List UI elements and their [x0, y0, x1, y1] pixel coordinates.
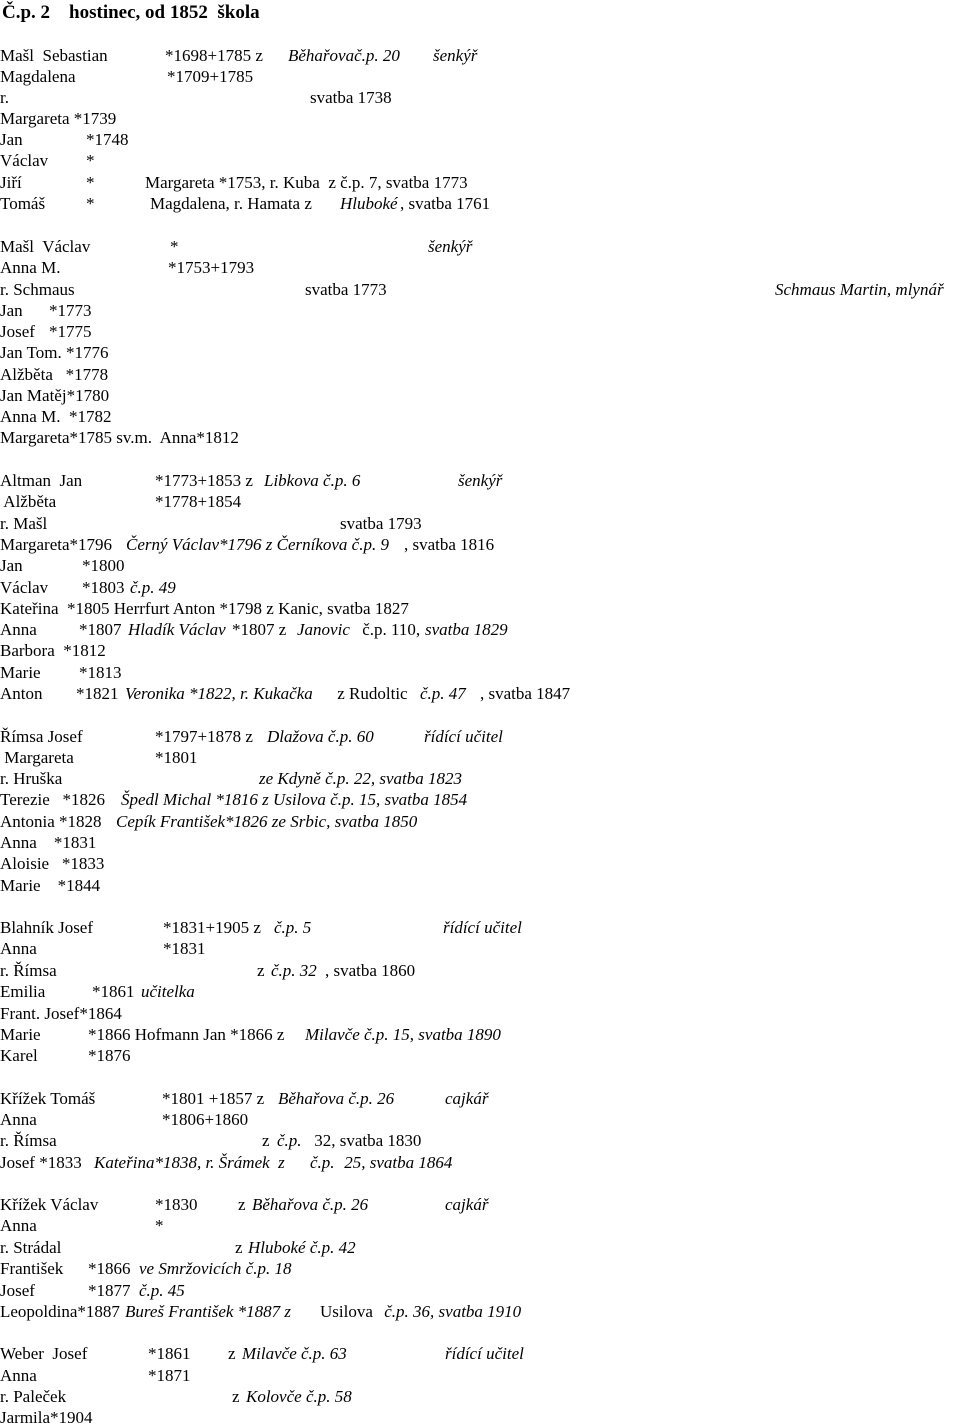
record-text: Hladík Václav	[128, 620, 226, 639]
record-text: Anna M.	[0, 258, 61, 277]
record-text: Anna	[0, 1216, 37, 1235]
record-text: Josef *1833	[0, 1153, 86, 1172]
record-text: Anna	[0, 939, 37, 958]
record-text: č.p. 36, svatba 1910	[380, 1302, 522, 1321]
record-text: Alžběta *1778	[0, 365, 109, 384]
record-text: Magdalena, r. Hamata z	[150, 194, 317, 213]
record-text: *1775	[49, 322, 92, 341]
record-text: Jan	[0, 130, 23, 149]
record-text: r. Hruška	[0, 769, 63, 788]
record-text: Terezie *1826	[0, 790, 110, 809]
record-line	[0, 726, 960, 747]
record-text: Václav	[0, 151, 49, 170]
record-text: *1698+1785 z	[165, 46, 268, 65]
record-line	[0, 1003, 960, 1024]
record-line	[0, 747, 960, 768]
record-text: č.p. 32	[271, 961, 317, 980]
record-line	[0, 150, 960, 171]
record-line	[0, 364, 960, 385]
record-text: Josef	[0, 1281, 35, 1300]
record-text: č.p. 47	[420, 684, 466, 703]
record-text: Altman Jan	[0, 471, 83, 490]
record-text: Běhařovač.p. 20	[288, 46, 400, 65]
record-text: Běhařova č.p. 26	[278, 1089, 395, 1108]
record-text: Bureš František *1887 z	[125, 1302, 296, 1321]
record-text: svatba 1793	[340, 514, 422, 533]
record-text: *1861	[148, 1344, 191, 1363]
record-line	[0, 811, 960, 832]
record-text: Hluboké	[340, 194, 398, 213]
record-text: Libkova č.p. 6	[264, 471, 361, 490]
record-text: Křížek Václav	[0, 1195, 99, 1214]
record-line	[0, 1365, 960, 1386]
record-text: Anna	[0, 1366, 37, 1385]
record-text: *1821	[76, 684, 123, 703]
record-text: šenkýř	[458, 471, 503, 490]
record-text: č.p. 5	[274, 918, 312, 937]
record-line	[0, 491, 960, 512]
record-text: Usilova	[320, 1302, 373, 1321]
record-line	[0, 300, 960, 321]
record-text: *	[170, 237, 179, 256]
record-line	[0, 683, 960, 704]
record-text: *	[86, 151, 95, 170]
record-text: r. Mašl	[0, 514, 48, 533]
record-text: Jiří	[0, 173, 22, 192]
record-text: ve Smržovicích č.p. 18	[139, 1259, 292, 1278]
record-line	[0, 342, 960, 363]
record-text: č.p.	[277, 1131, 302, 1150]
record-line	[0, 938, 960, 959]
record-text: Emilia	[0, 982, 46, 1001]
record-text: *1773	[49, 301, 92, 320]
record-line	[0, 470, 960, 491]
record-line	[0, 598, 960, 619]
record-line	[0, 1152, 960, 1173]
record-text: r.	[0, 88, 9, 107]
record-text: *1831	[163, 939, 206, 958]
record-line	[0, 981, 960, 1002]
record-text: Mašl Sebastian	[0, 46, 108, 65]
record-text: svatba 1738	[310, 88, 392, 107]
record-text: *1866 Hofmann Jan *1866 z	[88, 1025, 289, 1044]
page-title: Č.p. 2 hostinec, od 1852 škola	[2, 2, 260, 23]
record-line	[0, 960, 960, 981]
record-text: Weber Josef	[0, 1344, 88, 1363]
record-text: Anton	[0, 684, 43, 703]
record-line	[0, 236, 960, 257]
record-line	[0, 853, 960, 874]
record-text: *1871	[148, 1366, 191, 1385]
record-text: č.p. 49	[130, 578, 176, 597]
record-text: Kateřina *1805 Herrfurt Anton *1798 z Kanic, svatba 1827	[0, 599, 409, 618]
record-text: svatba 1829	[425, 620, 508, 639]
record-text: Margareta	[0, 748, 74, 767]
record-line	[0, 1215, 960, 1236]
record-line	[0, 577, 960, 598]
record-text: Leopoldina*1887	[0, 1302, 125, 1321]
record-text: *1801 +1857 z	[162, 1089, 269, 1108]
record-line	[0, 87, 960, 108]
record-text: řídící učitel	[443, 918, 522, 937]
record-text: *1801	[155, 748, 198, 767]
record-text: Josef	[0, 322, 35, 341]
record-line	[0, 406, 960, 427]
record-text: , svatba 1816	[404, 535, 495, 554]
record-line	[0, 662, 960, 683]
record-text: Anna	[0, 1110, 37, 1129]
record-text: č.p. 45	[139, 1281, 185, 1300]
record-text: , svatba 1860	[325, 961, 416, 980]
record-text: šenkýř	[433, 46, 478, 65]
record-text: Václav	[0, 578, 49, 597]
record-text: z	[238, 1195, 250, 1214]
record-line	[0, 1088, 960, 1109]
record-text: Marie *1844	[0, 876, 101, 895]
record-text: *1748	[86, 130, 129, 149]
record-text: *1813	[79, 663, 122, 682]
record-line	[0, 832, 960, 853]
record-line	[0, 619, 960, 640]
record-text: ze Kdyně č.p. 22, svatba 1823	[259, 769, 463, 788]
record-text: Jarmila*1904	[0, 1408, 93, 1427]
record-line	[0, 789, 960, 810]
record-text: r. Schmaus	[0, 280, 75, 299]
record-text: Blahník Josef	[0, 918, 94, 937]
record-text: Jan Matěj*1780	[0, 386, 110, 405]
record-text: Veronika *1822, r. Kukačka	[125, 684, 313, 703]
record-line	[0, 257, 960, 278]
record-text: Mašl Václav	[0, 237, 91, 256]
record-text: Milavče č.p. 63	[242, 1344, 347, 1363]
record-line	[0, 66, 960, 87]
record-text: *1831+1905 z	[163, 918, 266, 937]
record-text: *1773+1853 z	[155, 471, 258, 490]
record-text: Hluboké č.p. 42	[248, 1238, 356, 1257]
record-line	[0, 45, 960, 66]
record-text: Černý Václav*1796 z Černíkova č.p. 9	[126, 535, 389, 554]
record-text: Kateřina*1838, r. Šrámek z	[94, 1153, 290, 1172]
record-text: r. Strádal	[0, 1238, 62, 1257]
record-text: řídící učitel	[424, 727, 503, 746]
record-line	[0, 129, 960, 150]
record-line	[0, 427, 960, 448]
record-text: Tomáš	[0, 194, 46, 213]
record-text: Margareta*1796	[0, 535, 121, 554]
record-text: Karel	[0, 1046, 38, 1065]
record-text: Magdalena	[0, 67, 76, 86]
record-text: Janovic	[297, 620, 350, 639]
record-line	[0, 555, 960, 576]
record-text: r. Paleček	[0, 1387, 67, 1406]
record-text: cajkář	[445, 1089, 489, 1108]
record-text: Anna	[0, 620, 37, 639]
record-line	[0, 1024, 960, 1045]
record-text: , svatba 1761	[400, 194, 491, 213]
record-text: 32, svatba 1830	[310, 1131, 422, 1150]
record-line	[0, 1237, 960, 1258]
record-line	[0, 1109, 960, 1130]
record-line	[0, 1045, 960, 1066]
record-text: *1807	[79, 620, 126, 639]
record-text: Alžběta	[0, 492, 57, 511]
record-text: Antonia *1828	[0, 812, 106, 831]
record-line	[0, 1343, 960, 1364]
record-text: *1830	[155, 1195, 198, 1214]
record-text: *1876	[88, 1046, 131, 1065]
record-text: Barbora *1812	[0, 641, 106, 660]
record-text: r. Římsa	[0, 961, 57, 980]
record-text: *1709+1785	[167, 67, 254, 86]
record-text: *1861	[92, 982, 139, 1001]
record-line	[0, 1301, 960, 1322]
record-line	[0, 385, 960, 406]
record-text: *	[86, 194, 95, 213]
record-line	[0, 108, 960, 129]
record-text: *1800	[82, 556, 125, 575]
record-text: Římsa Josef	[0, 727, 83, 746]
record-text: Schmaus Martin, mlynář	[775, 280, 944, 299]
record-text: Jan	[0, 301, 23, 320]
record-line	[0, 1130, 960, 1151]
record-text: šenkýř	[428, 237, 473, 256]
record-text: *1866	[88, 1259, 135, 1278]
record-text: Cepík František*1826 ze Srbic, svatba 1850	[116, 812, 418, 831]
record-line	[0, 1386, 960, 1407]
record-line	[0, 1407, 960, 1428]
record-text: Marie	[0, 663, 41, 682]
record-text: *1877	[88, 1281, 135, 1300]
record-text: učitelka	[141, 982, 195, 1001]
record-line	[0, 768, 960, 789]
record-line	[0, 1258, 960, 1279]
record-text: *1753+1793	[168, 258, 255, 277]
record-text: svatba 1773	[305, 280, 387, 299]
record-line	[0, 321, 960, 342]
record-text: řídící učitel	[445, 1344, 524, 1363]
record-text: , svatba 1847	[480, 684, 571, 703]
record-text: z Rudoltic	[333, 684, 412, 703]
record-text: *1807 z	[232, 620, 291, 639]
record-text: Běhařova č.p. 26	[252, 1195, 369, 1214]
record-text: Jan Tom. *1776	[0, 343, 109, 362]
record-text: 25, svatba 1864	[340, 1153, 453, 1172]
record-text: *	[86, 173, 95, 192]
record-text: Margareta *1739	[0, 109, 117, 128]
record-line	[0, 279, 960, 300]
record-text: *	[155, 1216, 164, 1235]
record-line	[0, 917, 960, 938]
record-line	[0, 172, 960, 193]
record-line	[0, 193, 960, 214]
record-line	[0, 513, 960, 534]
record-text: *1797+1878 z	[155, 727, 258, 746]
record-text: z	[228, 1344, 240, 1363]
record-text: Milavče č.p. 15, svatba 1890	[305, 1025, 501, 1044]
record-text: Kolovče č.p. 58	[246, 1387, 352, 1406]
record-text: Špedl Michal *1816 z Usilova č.p. 15, svatba 1854	[121, 790, 468, 809]
record-text: z	[232, 1387, 244, 1406]
record-text: Aloisie *1833	[0, 854, 105, 873]
record-text: r. Římsa	[0, 1131, 57, 1150]
record-text: Margareta *1753, r. Kuba z č.p. 7, svatba 1773	[145, 173, 468, 192]
record-text: Dlažova č.p. 60	[267, 727, 374, 746]
record-text: Křížek Tomáš	[0, 1089, 96, 1108]
record-line	[0, 640, 960, 661]
record-line	[0, 1194, 960, 1215]
record-text: č.p. 110,	[358, 620, 425, 639]
record-text: *1778+1854	[155, 492, 242, 511]
record-text: Frant. Josef*1864	[0, 1004, 122, 1023]
record-line	[0, 875, 960, 896]
record-text: Marie	[0, 1025, 41, 1044]
record-line	[0, 534, 960, 555]
record-text: Anna M. *1782	[0, 407, 112, 426]
record-text: *1806+1860	[162, 1110, 249, 1129]
record-text: Jan	[0, 556, 23, 575]
record-text: z	[257, 961, 269, 980]
record-text: *1803	[82, 578, 129, 597]
record-text: Margareta*1785 sv.m. Anna*1812	[0, 428, 239, 447]
record-line	[0, 1280, 960, 1301]
record-text: Anna *1831	[0, 833, 97, 852]
record-text: č.p.	[310, 1153, 335, 1172]
record-text: z	[235, 1238, 247, 1257]
record-text: František	[0, 1259, 64, 1278]
record-text: z	[262, 1131, 274, 1150]
record-text: cajkář	[445, 1195, 489, 1214]
